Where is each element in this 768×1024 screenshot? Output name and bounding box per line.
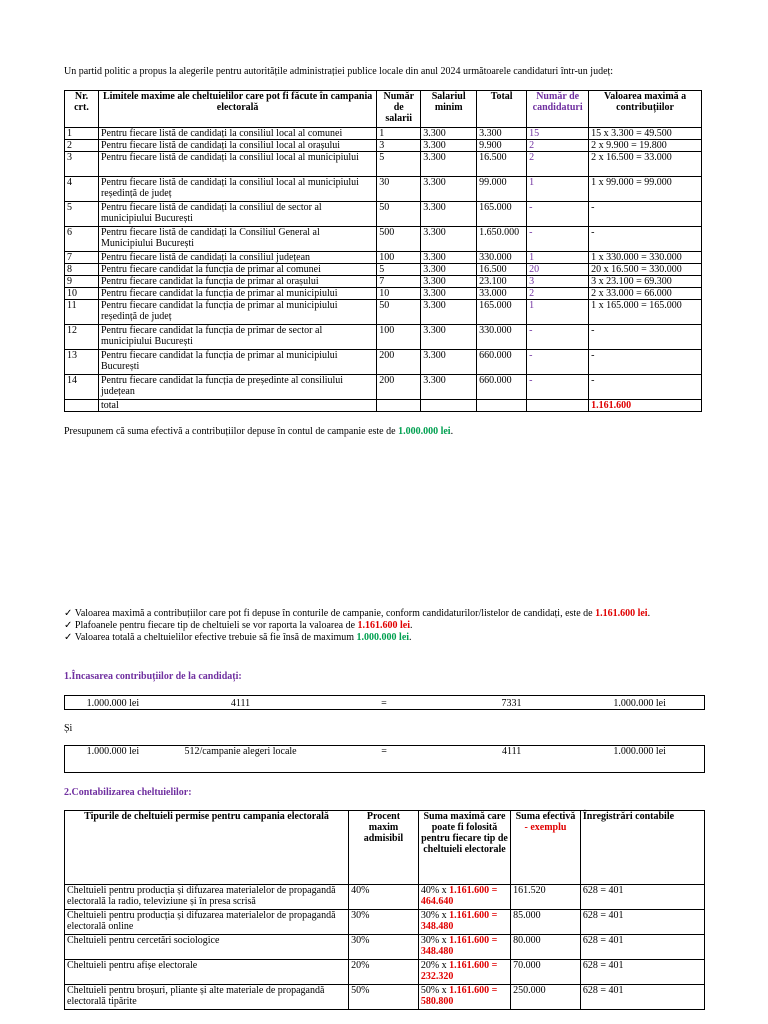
check-value: 1.161.600 lei — [357, 620, 411, 631]
row-description: Pentru fiecare candidat la funcția de primar al municipiului reședință de județ — [98, 300, 376, 325]
check-text: Plafoanele pentru fiecare tip de cheltuieli se vor raporta la valoarea de — [74, 620, 358, 631]
table1-row — [65, 252, 702, 264]
row-description: Pentru fiecare listă de candidați la consiliul local al comunei — [98, 128, 376, 140]
expense-percent: 30% — [349, 910, 419, 935]
expense-percent: 40% — [349, 885, 419, 910]
row-max-value: - — [589, 202, 702, 227]
entry2-eq: = — [320, 746, 447, 773]
row-min-salary: 3.300 — [421, 276, 477, 288]
header-salaries: Număr de salarii — [377, 91, 421, 128]
table1-row — [65, 264, 702, 276]
effective-note: - exemplu — [524, 822, 567, 833]
row-nr: 7 — [65, 252, 99, 264]
expense-row — [65, 935, 705, 960]
expense-effective: 161.520 — [511, 885, 581, 910]
table1-row — [65, 325, 702, 350]
row-min-salary: 3.300 — [421, 288, 477, 300]
entry2-debit: 512/campanie alegeri locale — [161, 746, 321, 773]
row-total: 3.300 — [477, 128, 527, 140]
row-max-value: 3 x 23.100 = 69.300 — [589, 276, 702, 288]
expense-record: 628 = 401 — [580, 985, 704, 1010]
row-total: 165.000 — [477, 300, 527, 325]
expense-percent: 50% — [349, 985, 419, 1010]
row-min-salary: 3.300 — [421, 177, 477, 202]
row-max-value: - — [589, 375, 702, 400]
row-salaries: 100 — [377, 252, 421, 264]
table1-row — [65, 350, 702, 375]
total-value: 1.161.600 — [589, 400, 702, 412]
row-nr: 3 — [65, 152, 99, 177]
expense-effective: 70.000 — [511, 960, 581, 985]
row-min-salary: 3.300 — [421, 375, 477, 400]
row-nr: 5 — [65, 202, 99, 227]
row-salaries: 7 — [377, 276, 421, 288]
row-min-salary: 3.300 — [421, 300, 477, 325]
row-candidates: - — [527, 202, 589, 227]
header-limits: Limitele maxime ale cheltuielilor care pot fi făcute în campania electorală — [98, 91, 376, 128]
check-value: 1.000.000 lei — [356, 632, 410, 643]
intro-text: Un partid politic a propus la alegerile pentru autoritățile administrației publice locale din anul 2024 următoarele candidaturi într-un județ: — [64, 66, 614, 77]
row-max-value: 2 x 33.000 = 66.000 — [589, 288, 702, 300]
header-expense-type: Tipurile de cheltuieli permise pentru campania electorală — [65, 811, 349, 885]
expense-max-prefix: 30% x — [420, 935, 450, 946]
check-end: . — [409, 632, 412, 643]
expenses-table — [64, 810, 705, 1010]
row-description: Pentru fiecare listă de candidați la consiliul local al municipiului — [98, 152, 376, 177]
row-total: 23.100 — [477, 276, 527, 288]
row-max-value: 15 x 3.300 = 49.500 — [589, 128, 702, 140]
row-max-value: 1 x 165.000 = 165.000 — [589, 300, 702, 325]
expense-max-value: 1.161.600 = 232.320 — [420, 960, 498, 982]
header-candidates: Număr de candidaturi — [527, 91, 589, 128]
entry1-eq: = — [320, 696, 448, 710]
row-description: Pentru fiecare listă de candidați la consiliul local al orașului — [98, 140, 376, 152]
section2-title: 2.Contabilizarea cheltuielilor: — [64, 787, 192, 798]
row-total: 9.900 — [477, 140, 527, 152]
header-total: Total — [477, 91, 527, 128]
expense-max — [418, 935, 510, 960]
candidatures-table — [64, 90, 702, 412]
header-effective-sum — [511, 811, 581, 885]
entry2-amount2: 1.000.000 lei — [575, 746, 704, 773]
expense-row — [65, 885, 705, 910]
table1-row — [65, 300, 702, 325]
expense-type: Cheltuieli pentru afișe electorale — [65, 960, 349, 985]
section1-title: 1.Încasarea contribuțiilor de la candidați: — [64, 671, 242, 682]
check-item — [64, 620, 704, 632]
row-min-salary: 3.300 — [421, 227, 477, 252]
total-empty — [65, 400, 99, 412]
row-candidates: 15 — [527, 128, 589, 140]
row-salaries: 5 — [377, 264, 421, 276]
expense-max-value: 1.161.600 = 464.640 — [420, 885, 498, 907]
and-text: Și — [64, 723, 73, 734]
row-min-salary: 3.300 — [421, 152, 477, 177]
row-salaries: 200 — [377, 375, 421, 400]
expense-row — [65, 910, 705, 935]
row-nr: 9 — [65, 276, 99, 288]
check-item — [64, 632, 704, 644]
row-max-value: 20 x 16.500 = 330.000 — [589, 264, 702, 276]
row-salaries: 500 — [377, 227, 421, 252]
expense-max-prefix: 40% x — [420, 885, 450, 896]
row-total: 660.000 — [477, 350, 527, 375]
entry1-debit: 4111 — [161, 696, 320, 710]
row-salaries: 200 — [377, 350, 421, 375]
table1-row — [65, 152, 702, 177]
expense-effective: 250.000 — [511, 985, 581, 1010]
row-salaries: 50 — [377, 202, 421, 227]
expense-record: 628 = 401 — [580, 885, 704, 910]
row-max-value: 1 x 330.000 = 330.000 — [589, 252, 702, 264]
row-salaries: 50 — [377, 300, 421, 325]
expense-max — [418, 985, 510, 1010]
row-nr: 8 — [65, 264, 99, 276]
row-nr: 2 — [65, 140, 99, 152]
expense-max-value: 1.161.600 = 348.480 — [420, 910, 498, 932]
table1-row — [65, 375, 702, 400]
row-total: 330.000 — [477, 325, 527, 350]
row-salaries: 5 — [377, 152, 421, 177]
row-min-salary: 3.300 — [421, 140, 477, 152]
header-max-sum: Suma maximă care poate fi folosită pentru fiecare tip de cheltuieli electorale — [418, 811, 510, 885]
row-min-salary: 3.300 — [421, 264, 477, 276]
header-min-salary: Salariul minim — [421, 91, 477, 128]
row-description: Pentru fiecare listă de candidați la consiliul local al municipiului reședință de județ — [98, 177, 376, 202]
row-total: 1.650.000 — [477, 227, 527, 252]
row-candidates: 1 — [527, 177, 589, 202]
expense-record: 628 = 401 — [580, 935, 704, 960]
row-total: 660.000 — [477, 375, 527, 400]
table1-row — [65, 177, 702, 202]
row-nr: 11 — [65, 300, 99, 325]
row-candidates: - — [527, 350, 589, 375]
row-salaries: 100 — [377, 325, 421, 350]
row-min-salary: 3.300 — [421, 128, 477, 140]
check-end: . — [647, 608, 651, 619]
row-description: Pentru fiecare candidat la funcția de președinte al consiliului județean — [98, 375, 376, 400]
row-salaries: 1 — [377, 128, 421, 140]
row-total: 165.000 — [477, 202, 527, 227]
row-max-value: 1 x 99.000 = 99.000 — [589, 177, 702, 202]
total-empty — [421, 400, 477, 412]
row-total: 99.000 — [477, 177, 527, 202]
row-candidates: 1 — [527, 252, 589, 264]
total-label: total — [98, 400, 376, 412]
header-percent: Procent maxim admisibil — [349, 811, 419, 885]
row-min-salary: 3.300 — [421, 252, 477, 264]
expense-max-prefix: 50% x — [420, 985, 450, 996]
table1-row — [65, 202, 702, 227]
check-text: Valoarea totală a cheltuielilor efective trebuie să fie însă de maximum — [74, 632, 357, 643]
entry2-amount: 1.000.000 lei — [65, 746, 161, 773]
row-candidates: - — [527, 325, 589, 350]
expense-effective: 85.000 — [511, 910, 581, 935]
row-candidates: 2 — [527, 288, 589, 300]
row-salaries: 30 — [377, 177, 421, 202]
expense-max-prefix: 30% x — [420, 910, 450, 921]
row-candidates: 1 — [527, 300, 589, 325]
expense-max — [418, 885, 510, 910]
expense-row — [65, 960, 705, 985]
assumption-amount: 1.000.000 lei — [398, 426, 451, 437]
check-item — [64, 608, 704, 620]
expense-record: 628 = 401 — [580, 910, 704, 935]
row-candidates: 20 — [527, 264, 589, 276]
row-max-value: 2 x 16.500 = 33.000 — [589, 152, 702, 177]
row-salaries: 10 — [377, 288, 421, 300]
expense-max-value: 1.161.600 = 348.480 — [420, 935, 498, 957]
expense-type: Cheltuieli pentru producția și difuzarea materialelor de propagandă electorală online — [65, 910, 349, 935]
row-max-value: 2 x 9.900 = 19.800 — [589, 140, 702, 152]
table1-row — [65, 288, 702, 300]
assumption-label: Presupunem că suma efectivă a contribuțiilor depuse în contul de campanie este de — [64, 426, 399, 437]
entry1-credit: 7331 — [448, 696, 576, 710]
entry2-table — [64, 745, 705, 773]
header-records: Înregistrări contabile — [580, 811, 704, 885]
row-candidates: 2 — [527, 152, 589, 177]
row-description: Pentru fiecare listă de candidați la consiliul de sector al municipiului București — [98, 202, 376, 227]
check-mark-icon: ✓ — [64, 620, 73, 631]
row-nr: 6 — [65, 227, 99, 252]
check-mark-icon: ✓ — [64, 632, 73, 643]
expense-type: Cheltuieli pentru cercetări sociologice — [65, 935, 349, 960]
expense-percent: 30% — [349, 935, 419, 960]
table1-total-row — [65, 400, 702, 412]
row-description: Pentru fiecare candidat la funcția de primar al municipiului București — [98, 350, 376, 375]
row-salaries: 3 — [377, 140, 421, 152]
row-description: Pentru fiecare candidat la funcția de primar al comunei — [98, 264, 376, 276]
row-description: Pentru fiecare candidat la funcția de primar al municipiului — [98, 288, 376, 300]
row-min-salary: 3.300 — [421, 202, 477, 227]
expense-type: Cheltuieli pentru broșuri, pliante și alte materiale de propagandă electorală tipărite — [65, 985, 349, 1010]
entry1-table — [64, 695, 705, 710]
row-min-salary: 3.300 — [421, 325, 477, 350]
row-nr: 10 — [65, 288, 99, 300]
row-nr: 1 — [65, 128, 99, 140]
entry2-credit: 4111 — [448, 746, 576, 773]
expense-max — [418, 910, 510, 935]
total-empty — [527, 400, 589, 412]
expense-record: 628 = 401 — [580, 960, 704, 985]
row-candidates: - — [527, 227, 589, 252]
entry1-amount2: 1.000.000 lei — [575, 696, 704, 710]
header-nr: Nr. crt. — [65, 91, 99, 128]
row-candidates: - — [527, 375, 589, 400]
row-nr: 12 — [65, 325, 99, 350]
check-end: . — [410, 620, 413, 631]
row-total: 33.000 — [477, 288, 527, 300]
row-total: 330.000 — [477, 252, 527, 264]
row-total: 16.500 — [477, 264, 527, 276]
row-description: Pentru fiecare candidat la funcția de primar al orașului — [98, 276, 376, 288]
total-empty — [377, 400, 421, 412]
entry1-amount: 1.000.000 lei — [65, 696, 161, 710]
table1-row — [65, 140, 702, 152]
row-nr: 14 — [65, 375, 99, 400]
expense-percent: 20% — [349, 960, 419, 985]
row-total: 16.500 — [477, 152, 527, 177]
header-max-value: Valoarea maximă a contribuțiilor — [589, 91, 702, 128]
checks-list — [64, 608, 704, 644]
check-text: Valoarea maximă a contribuțiilor care pot fi depuse în conturile de campanie, conform candidaturilor/listelor de candidați, este de — [74, 608, 596, 619]
row-nr: 13 — [65, 350, 99, 375]
row-max-value: - — [589, 325, 702, 350]
table1-row — [65, 276, 702, 288]
row-max-value: - — [589, 227, 702, 252]
expense-type: Cheltuieli pentru producția și difuzarea materialelor de propagandă electorală la radio, televiziune și în presa scrisă — [65, 885, 349, 910]
check-mark-icon: ✓ — [64, 608, 73, 619]
assumption-end: . — [450, 426, 454, 437]
row-candidates: 3 — [527, 276, 589, 288]
row-max-value: - — [589, 350, 702, 375]
row-min-salary: 3.300 — [421, 350, 477, 375]
expense-row — [65, 985, 705, 1010]
expense-max-value: 1.161.600 = 580.800 — [420, 985, 498, 1007]
row-description: Pentru fiecare listă de candidați la Consiliul General al Municipiului București — [98, 227, 376, 252]
table1-row — [65, 128, 702, 140]
total-empty — [477, 400, 527, 412]
table1-row — [65, 227, 702, 252]
expense-effective: 80.000 — [511, 935, 581, 960]
assumption-text — [64, 426, 453, 437]
effective-label: Suma efectivă — [515, 811, 576, 822]
row-nr: 4 — [65, 177, 99, 202]
row-description: Pentru fiecare candidat la funcția de primar de sector al municipiului București — [98, 325, 376, 350]
row-description: Pentru fiecare listă de candidați la consiliul județean — [98, 252, 376, 264]
expense-max — [418, 960, 510, 985]
row-candidates: 2 — [527, 140, 589, 152]
expense-max-prefix: 20% x — [420, 960, 450, 971]
check-value: 1.161.600 lei — [595, 608, 648, 619]
